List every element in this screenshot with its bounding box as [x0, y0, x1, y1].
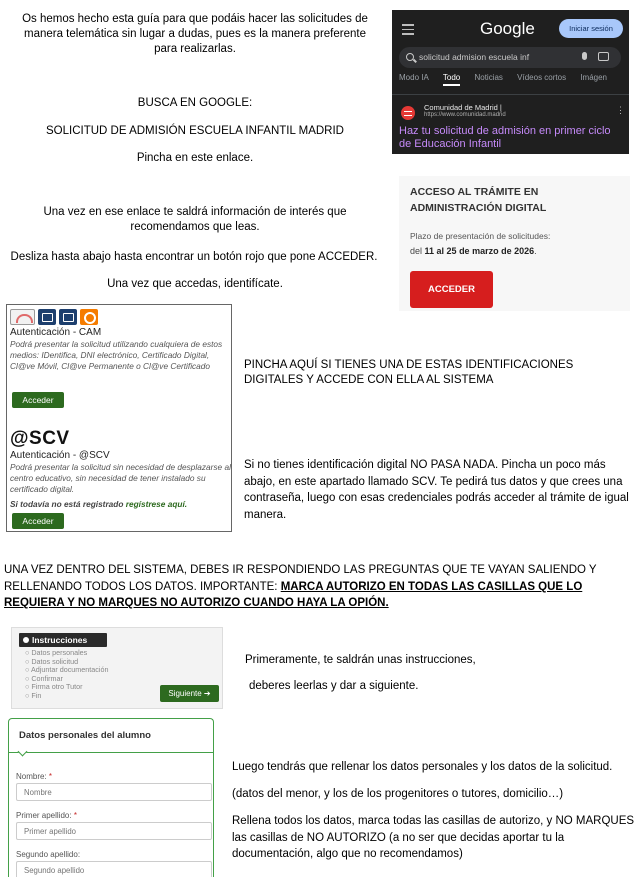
tab-noticias[interactable]: Noticias — [474, 73, 503, 82]
register-link[interactable]: regístrese aquí. — [125, 499, 188, 509]
step-datos-solicitud: ○ Datos solicitud — [25, 658, 108, 667]
tab-todo[interactable]: Todo — [443, 73, 460, 86]
login-button[interactable]: Iniciar sesión — [559, 19, 623, 38]
siguiente-button[interactable]: Siguiente ➔ — [160, 685, 219, 702]
info-line-1: Una vez en ese enlace te saldrá información de interés que — [43, 206, 347, 218]
digital-id-explanation: PINCHA AQUÍ SI TIENES UNA DE ESTAS IDENTIFICACIONES DIGITALES Y ACCEDE CON ELLA AL SISTEMA — [244, 359, 574, 386]
instructions-explanation-1: Primeramente, te saldrán unas instrucciones, — [245, 654, 476, 666]
site-favicon-icon — [401, 106, 415, 120]
fill-data-line-2: (datos del menor, y los de los progenitores o tutores, domicilio…) — [232, 788, 564, 800]
scv-heading: Autenticación - @SCV — [10, 450, 110, 461]
step-adjuntar-documentacion: ○ Adjuntar documentación — [25, 666, 108, 675]
chevron-down-icon — [18, 747, 28, 757]
surname2-input[interactable] — [16, 861, 212, 877]
step-instrucciones-active — [19, 633, 107, 647]
more-options-icon[interactable]: ⋮ — [616, 105, 625, 115]
fill-data-line-1: Luego tendrás que rellenar los datos personales y los datos de la solicitud. — [232, 761, 613, 773]
step-instrucciones-label: Instrucciones — [32, 635, 88, 645]
authorize-warning: MARCA AUTORIZO EN TODAS LAS CASILLAS QUE LO REQUIERA Y NO MARQUES NO AUTORIZO CUANDO HAYA LA OPIÓN. — [4, 580, 583, 609]
name-label-text: Nombre: — [16, 772, 47, 781]
surname1-input[interactable] — [16, 822, 212, 840]
surname1-label-text: Primer apellido: — [16, 811, 72, 820]
dates-prefix: del — [410, 246, 423, 256]
intro-line-1: Os hemos hecho esta guía para que podáis hacer las solicitudes de — [22, 13, 368, 25]
result-title-link[interactable]: Haz tu solicitud de admisión en primer ciclo de Educación Infantil — [399, 125, 611, 150]
intro-line-3: para realizarlas. — [154, 43, 236, 55]
search-query-text: SOLICITUD DE ADMISIÓN ESCUELA INFANTIL MADRID — [46, 125, 344, 137]
instructions-explanation-2: deberes leerlas y dar a siguiente. — [249, 680, 419, 692]
cam-acceder-button[interactable]: Acceder — [12, 392, 64, 408]
divider — [392, 94, 629, 95]
step-fin: ○ Fin — [25, 692, 108, 701]
cam-description: Podrá presentar la solicitud utilizando cualquiera de estos medios: IDentifica, DNI electrónico, Certificado Digital, Cl@ve Móvil, Cl@ve Permanente o Cl@ve Certificado — [10, 339, 223, 371]
search-icon — [406, 53, 414, 61]
no-digital-id-explanation: Si no tienes identificación digital NO PASA NADA. Pincha un poco más abajo, en este apartado llamado SCV. Te pedirá tus datos y que crees una contraseña, luego con esas credenciales podrás acceder al trámite de igual manera. — [244, 459, 629, 521]
menu-icon[interactable] — [402, 24, 414, 38]
result-site-url[interactable]: https://www.comunidad.madrid — [424, 112, 506, 118]
tramite-title: ACCESO AL TRÁMITE EN ADMINISTRACIÓN DIGITAL — [410, 186, 547, 214]
tab-imagenes[interactable]: Imágen — [580, 73, 607, 82]
tab-modo-ia[interactable]: Modo IA — [399, 73, 429, 82]
register-hint-text: Si todavía no está registrado — [10, 499, 124, 509]
inside-plain-text: UNA VEZ DENTRO DEL SISTEMA, DEBES IR RESPONDIENDO LAS PREGUNTAS QUE TE VAYAN SALIENDO Y RELLENANDO TODOS LOS DATOS. IMPORTANTE: — [4, 564, 597, 593]
google-logo: Google — [480, 19, 535, 38]
wifi-cert-icon — [10, 309, 35, 325]
form-divider — [9, 752, 213, 753]
camera-icon[interactable] — [598, 52, 609, 61]
clave-icon — [80, 309, 98, 325]
dates-range: 11 al 25 de marzo de 2026 — [424, 246, 535, 256]
scroll-instruction: Desliza hasta abajo hasta encontrar un botón rojo que pone ACCEDER. — [10, 251, 378, 263]
search-input[interactable]: solicitud admision escuela inf — [419, 52, 530, 62]
identify-instruction: Una vez que accedas, identifícate. — [107, 278, 283, 290]
click-link-text: Pincha en este enlace. — [136, 152, 254, 164]
authentication-box — [6, 304, 232, 532]
name-label — [16, 772, 52, 781]
search-heading: BUSCA EN GOOGLE: — [137, 97, 253, 109]
tramite-deadline-label: Plazo de presentación de solicitudes: — [410, 231, 551, 241]
name-input[interactable] — [16, 783, 212, 801]
scv-logo: @SCV — [10, 428, 70, 449]
dni-icon — [38, 309, 56, 325]
scv-description: Podrá presentar la solicitud sin necesidad de desplazarse al centro educativo, sin necesidad de tener instalado su certificado digital. — [10, 462, 231, 494]
result-site-name[interactable]: Comunidad de Madrid | — [424, 103, 502, 112]
fill-data-line-3: Rellena todos los datos, marca todas las casillas de autorizo, y NO MARQUES las casillas de NO AUTORIZO (a no ser que decidas aportar tu la documentación, algo que no recomendamos) — [232, 815, 635, 860]
intro-paragraph — [5, 12, 385, 57]
google-search-screenshot — [392, 10, 629, 154]
mic-icon[interactable] — [582, 52, 587, 60]
dates-suffix: . — [534, 246, 537, 256]
info-line-2: recomendamos que leas. — [130, 221, 260, 233]
required-mark: * — [48, 772, 53, 781]
scv-register-hint — [10, 499, 187, 509]
surname2-label: Segundo apellido: — [16, 850, 81, 859]
steps-list — [25, 649, 108, 701]
step-confirmar: ○ Confirmar — [25, 675, 108, 684]
cam-heading: Autenticación - CAM — [10, 327, 102, 338]
certificate-icon — [59, 309, 77, 325]
info-paragraph — [5, 205, 385, 235]
tramite-dates — [410, 246, 537, 256]
intro-line-2: manera telemática sin lugar a dudas, pues es la manera preferente — [23, 28, 366, 40]
form-title: Datos personales del alumno — [19, 730, 151, 741]
instructions-panel — [11, 627, 223, 709]
acceder-button[interactable]: ACCEDER — [410, 271, 493, 308]
required-mark: * — [73, 811, 77, 820]
personal-data-form — [8, 718, 214, 877]
scv-acceder-button[interactable]: Acceder — [12, 513, 64, 529]
search-bar[interactable] — [399, 47, 621, 68]
step-firma-otro-tutor: ○ Firma otro Tutor — [25, 683, 108, 692]
radio-filled-icon — [23, 637, 29, 643]
search-tabs — [399, 73, 619, 82]
surname1-label — [16, 811, 77, 820]
tramite-access-panel — [399, 176, 630, 311]
step-datos-personales: ○ Datos personales — [25, 649, 108, 658]
tab-videos-cortos[interactable]: Vídeos cortos — [517, 73, 567, 82]
inside-system-instruction — [4, 562, 634, 612]
